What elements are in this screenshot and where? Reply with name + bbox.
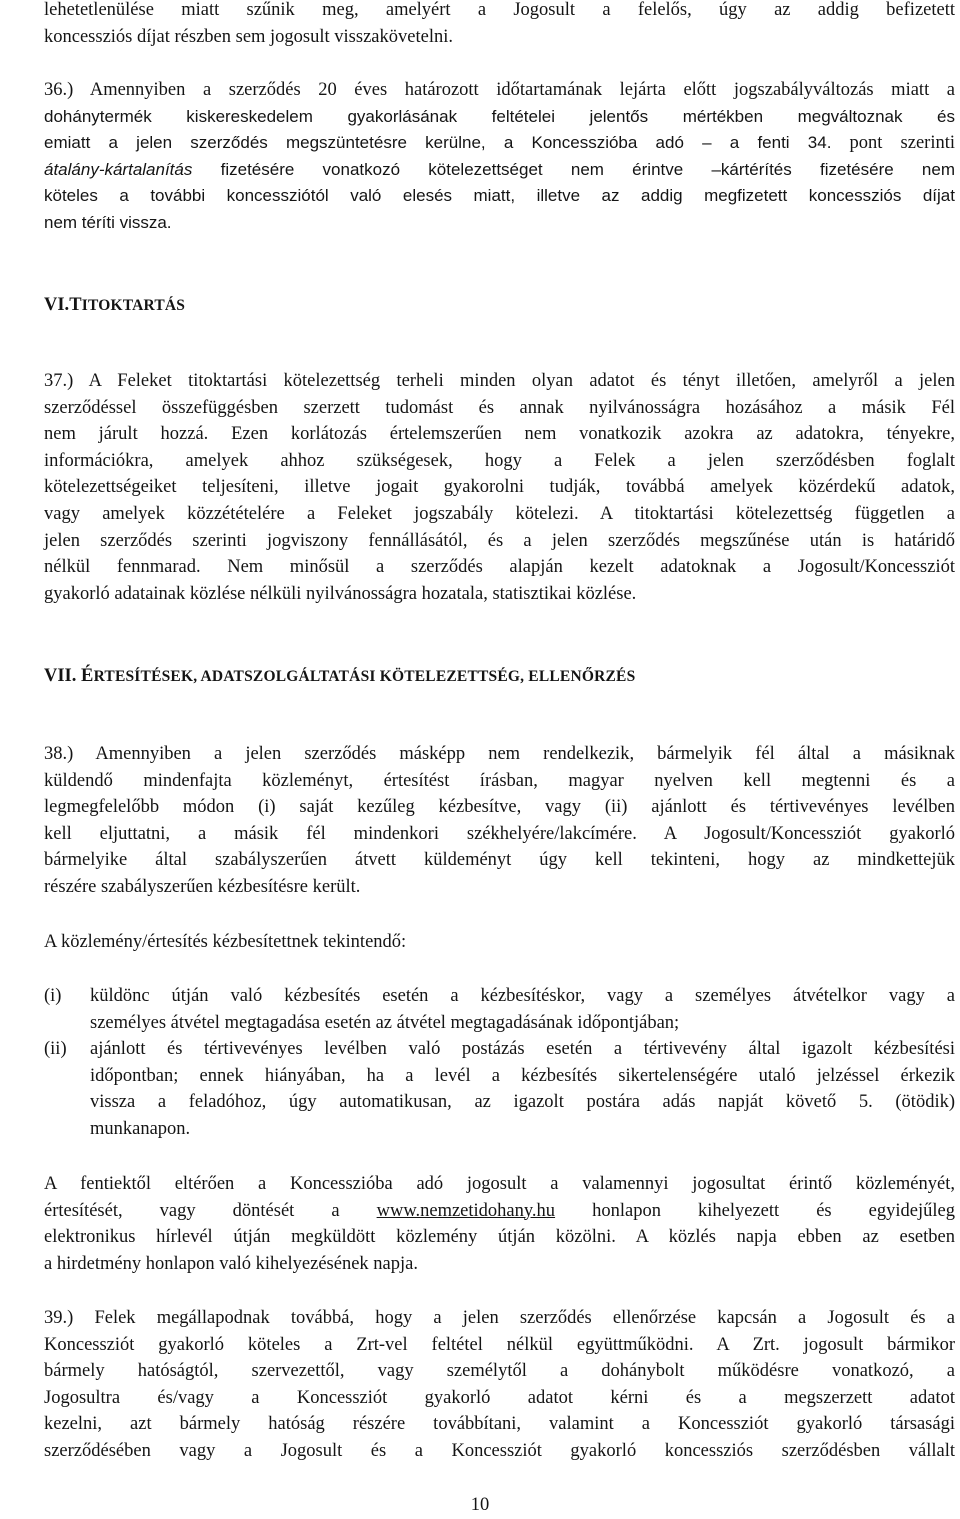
- paragraph-line: munkanapon.: [90, 1118, 191, 1139]
- paragraph-line: szerződésében vagy a Jogosult és a Koncessziót gyakorló koncessziós szerződésben vállalt: [44, 1440, 955, 1461]
- paragraph-line: Jogosultra és/vagy a Koncessziót gyakorló adatot kérni és a megszerzett adatot: [44, 1387, 955, 1408]
- paragraph-line: koncessziós díjat részben sem jogosult visszakövetelni.: [44, 26, 453, 47]
- exception-paragraph: [44, 1171, 955, 1277]
- paragraph-line: szerződéssel összefüggésben szerzett tudomást és annak nyilvánosságra hozásához a másik Fél: [44, 397, 955, 418]
- paragraph-line: küldönc útján való kézbesítés esetén a kézbesítéskor, vagy a személyes átvételkor vagy a: [90, 986, 955, 1006]
- paragraph-line: 37.) A Feleket titoktartási kötelezettség terheli minden olyan adatot és tényt illetően, amelyről a jelen: [44, 371, 955, 391]
- line-segment: értesítését, vagy döntését a: [44, 1200, 377, 1221]
- paragraph-line: lehetetlenülése miatt szűnik meg, amelyért a Jogosult a felelős, úgy az addig befizetett: [44, 0, 955, 20]
- section-heading-vii: [44, 663, 955, 690]
- paragraph-line: nem téríti vissza.: [44, 212, 172, 232]
- delivery-intro: [44, 929, 955, 956]
- list-item-text: [90, 983, 955, 1036]
- line-segment: fizetésére vonatkozó kötelezettséget nem érintve –kártérítés fizetésére nem: [192, 159, 955, 179]
- paragraph-line: időpontban; ennek hiányában, ha a levél a kézbesítés sikertelenségére utaló jelzéssel érkezik: [90, 1065, 955, 1086]
- continuation-paragraph: [44, 0, 955, 50]
- list-item: [44, 983, 955, 1036]
- paragraph-line: bármely hatóságtól, szervezettől, vagy személytől a dohánybolt működésre vonatkozó, a: [44, 1361, 955, 1382]
- paragraph-line: kell eljuttatni, a másik fél mindenkori székhelyére/lakcímére. A Jogosult/Koncessziót gyakorló: [44, 823, 955, 844]
- paragraph-line: vagy amelyek közzétételére a Feleket jogszabály kötelezi. A titoktartási kötelezettség független a: [44, 503, 955, 524]
- line-segment: emiatt a jelen szerződés megszüntetésre kerülne, a Koncesszióba adó – a fenti 34.: [44, 133, 832, 153]
- section-title: TITOKTARTÁS: [69, 295, 186, 315]
- italic-term: átalány-kártalanítás: [44, 159, 193, 179]
- paragraph-line: Koncessziót gyakorló köteles a Zrt-vel feltétel nélkül együttműködni. A Zrt. jogosult bármikor: [44, 1334, 955, 1355]
- paragraph-line: nem járult hozzá. Ezen korlátozás értelemszerűen nem vonatkozik azokra az adatokra, tényekre,: [44, 424, 955, 445]
- paragraph-line: információkra, amelyek ahhoz szükségesek, hogy a Felek a jelen szerződésben foglalt: [44, 450, 955, 471]
- paragraph-line: elektronikus hírlevél útján megküldött közlemény útján közölni. A közlés napja ebben az esetben: [44, 1227, 955, 1248]
- paragraph-line: ajánlott és tértivevényes levélben való postázás esetén a tértivevény által igazolt kézbesítési: [90, 1039, 955, 1059]
- list-marker: (i): [44, 986, 62, 1006]
- paragraph-37: [44, 368, 955, 607]
- paragraph-line: 38.) Amennyiben a jelen szerződés másképp nem rendelkezik, bármelyik fél által a másiknak: [44, 744, 955, 764]
- website-link[interactable]: www.nemzetidohany.hu: [376, 1200, 556, 1221]
- paragraph-line: a hirdetmény honlapon való kihelyezésének napja.: [44, 1253, 418, 1274]
- paragraph-line: kezelni, azt bármely hatóság részére továbbítani, valamint a Koncessziót gyakorló társasági: [44, 1414, 955, 1435]
- paragraph-38: [44, 741, 955, 901]
- paragraph-line: gyakorló adatainak közlése nélküli nyilvánosságra hozatala, statisztikai közlése.: [44, 583, 637, 604]
- paragraph-line: A fentiektől eltérően a Koncesszióba adó jogosult a valamennyi jogosultat érintő közleményét,: [44, 1174, 955, 1194]
- list-marker: (ii): [44, 1039, 67, 1059]
- section-heading-vi: [44, 292, 955, 319]
- paragraph-line: [44, 157, 955, 184]
- section-number: VII.: [44, 666, 82, 686]
- list-item: [44, 1036, 955, 1142]
- paragraph-line: köteles a további koncessziótól való elesés miatt, illetve az addig megfizetett koncessziós díjat: [44, 186, 955, 206]
- paragraph-line: személyes átvétel megtagadása esetén az átvétel megtagadásának időpontjában;: [90, 1012, 680, 1033]
- paragraph-line: 39.) Felek megállapodnak továbbá, hogy a jelen szerződés ellenőrzése kapcsán a Jogosult és a: [44, 1308, 955, 1328]
- section-number: VI.: [44, 295, 70, 315]
- paragraph-line: részére szabályszerűen kézbesítésre került.: [44, 876, 361, 897]
- paragraph-line: jelen szerződés szerinti jogviszony fennállásától, és a jelen szerződés megszűnése után is határidő: [44, 530, 955, 551]
- section-title: ÉRTESÍTÉSEK, ADATSZOLGÁLTATÁSI KÖTELEZETTSÉG, ELLENŐRZÉS: [81, 666, 636, 686]
- paragraph-line: [44, 130, 955, 157]
- paragraph-line: küldendő mindenfajta közleményt, értesítést írásban, magyar nyelven kell megtenni és a: [44, 770, 955, 791]
- paragraph-line: [44, 1198, 955, 1225]
- list-item-text: [90, 1036, 955, 1142]
- paragraph-line: nélkül fennmarad. Nem minősül a szerződés alapján kezelt adatoknak a Jogosult/Koncessziót: [44, 557, 955, 578]
- paragraph-line: vissza a feladóhoz, úgy automatikusan, az igazolt postára adás napját követő 5. (ötödik): [90, 1092, 955, 1113]
- paragraph-36: [44, 77, 955, 237]
- page-number: 10: [470, 1495, 490, 1515]
- paragraph-line: kötelezettségeiket teljesíteni, illetve jogait gyakorolni tudják, továbbá amelyek közérdekű adatok,: [44, 477, 955, 498]
- paragraph-line: bármelyike által szabályszerűen átvett küldeményt úgy kell tekinteni, hogy az mindkettejük: [44, 850, 955, 871]
- paragraph-line: A közlemény/értesítés kézbesítettnek tekintendő:: [44, 932, 407, 952]
- paragraph-39: [44, 1305, 955, 1465]
- paragraph-line: legmegfelelőbb módon (i) saját kezűleg kézbesítve, vagy (ii) ajánlott és tértivevényes levélben: [44, 797, 955, 818]
- line-segment: pont szerinti: [831, 133, 956, 154]
- line-segment: honlapon kihelyezett és egyidejűleg: [555, 1200, 955, 1221]
- paragraph-line: 36.) Amennyiben a szerződés 20 éves határozott időtartamának lejárta előtt jogszabályváltozás miatt a: [44, 80, 955, 100]
- paragraph-line: dohánytermék kiskereskedelem gyakorlásának feltételei jelentős mértékben megváltoznak és: [44, 106, 955, 126]
